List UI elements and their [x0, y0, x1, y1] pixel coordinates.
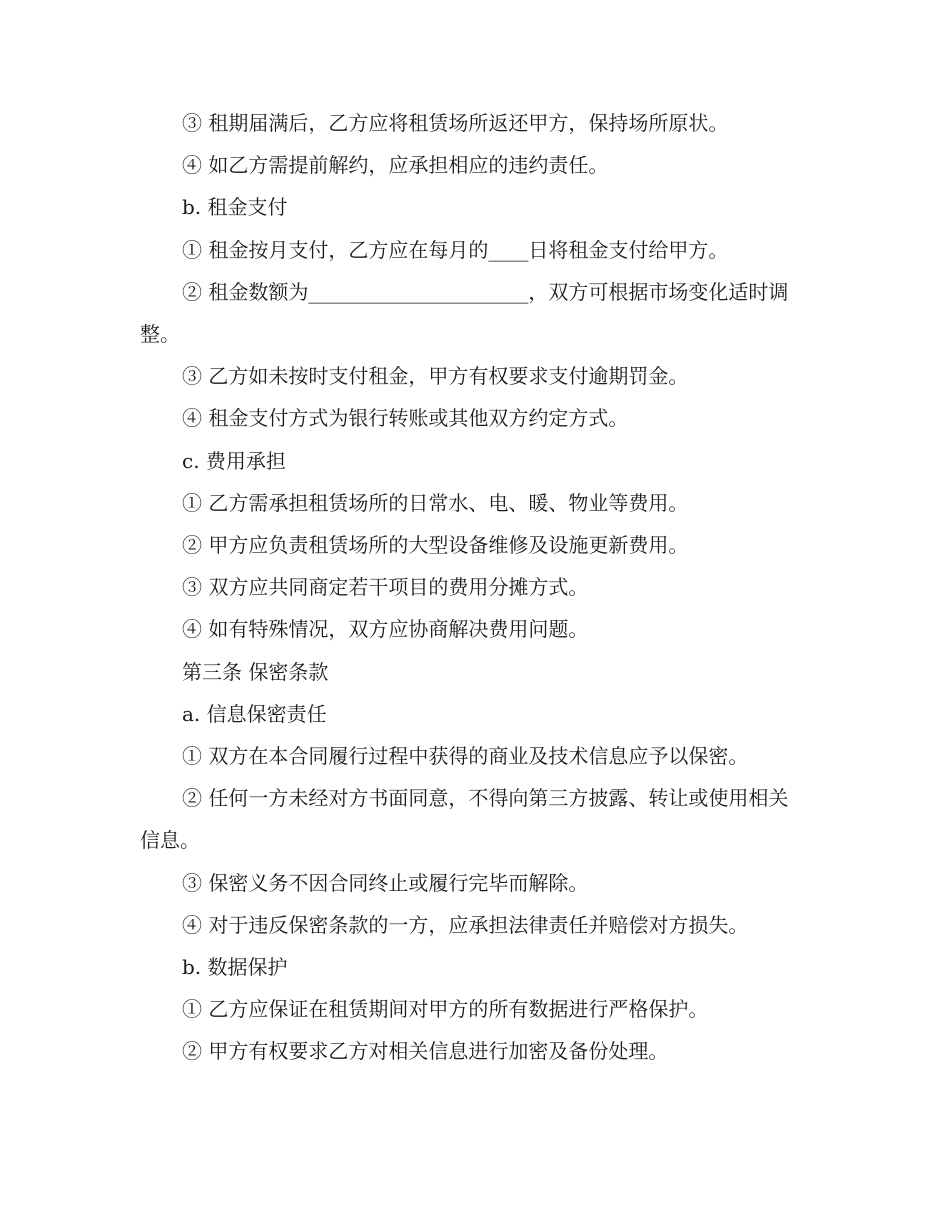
clause-item-no-disclosure: ② 任何一方未经对方书面同意，不得向第三方披露、转让或使用相关信息。 — [140, 786, 789, 853]
clause-item-monthly-payment: ① 租金按月支付，乙方应在每月的____日将租金支付给甲方。 — [182, 237, 729, 262]
section-heading-info-confidentiality: a. 信息保密责任 — [182, 701, 327, 726]
clause-item-payment-method: ④ 租金支付方式为银行转账或其他双方约定方式。 — [182, 406, 629, 431]
section-heading-rent-payment: b. 租金支付 — [182, 195, 288, 220]
clause-item-lease-return: ③ 租期届满后，乙方应将租赁场所返还甲方，保持场所原状。 — [182, 111, 729, 135]
section-heading-cost-bearing: c. 费用承担 — [182, 448, 286, 473]
article-heading-confidentiality: 第三条 保密条款 — [182, 659, 329, 684]
clause-item-rent-amount: ② 租金数额为______________________，双方可根据市场变化适时调整。 — [140, 279, 789, 347]
clause-item-breach-liability: ④ 对于违反保密条款的一方，应承担法律责任并赔偿对方损失。 — [182, 912, 749, 937]
clause-item-late-penalty: ③ 乙方如未按时支付租金，甲方有权要求支付逾期罚金。 — [182, 364, 689, 389]
clause-item-encryption-backup: ② 甲方有权要求乙方对相关信息进行加密及备份处理。 — [182, 1039, 669, 1064]
clause-item-early-termination: ④ 如乙方需提前解约，应承担相应的违约责任。 — [182, 153, 609, 178]
clause-item-daily-costs: ① 乙方需承担租赁场所的日常水、电、暖、物业等费用。 — [182, 490, 689, 515]
clause-item-cost-sharing: ③ 双方应共同商定若干项目的费用分摊方式。 — [182, 575, 589, 600]
clause-item-obligation-survives: ③ 保密义务不因合同终止或履行完毕而解除。 — [182, 870, 589, 895]
clause-item-data-protection: ① 乙方应保证在租赁期间对甲方的所有数据进行严格保护。 — [182, 997, 709, 1022]
clause-item-keep-confidential: ① 双方在本合同履行过程中获得的商业及技术信息应予以保密。 — [182, 744, 749, 769]
clause-item-equipment-costs: ② 甲方应负责租赁场所的大型设备维修及设施更新费用。 — [182, 533, 689, 558]
clause-item-special-cases: ④ 如有特殊情况，双方应协商解决费用问题。 — [182, 617, 589, 642]
section-heading-data-protection: b. 数据保护 — [182, 955, 288, 980]
document-body — [140, 102, 804, 1073]
